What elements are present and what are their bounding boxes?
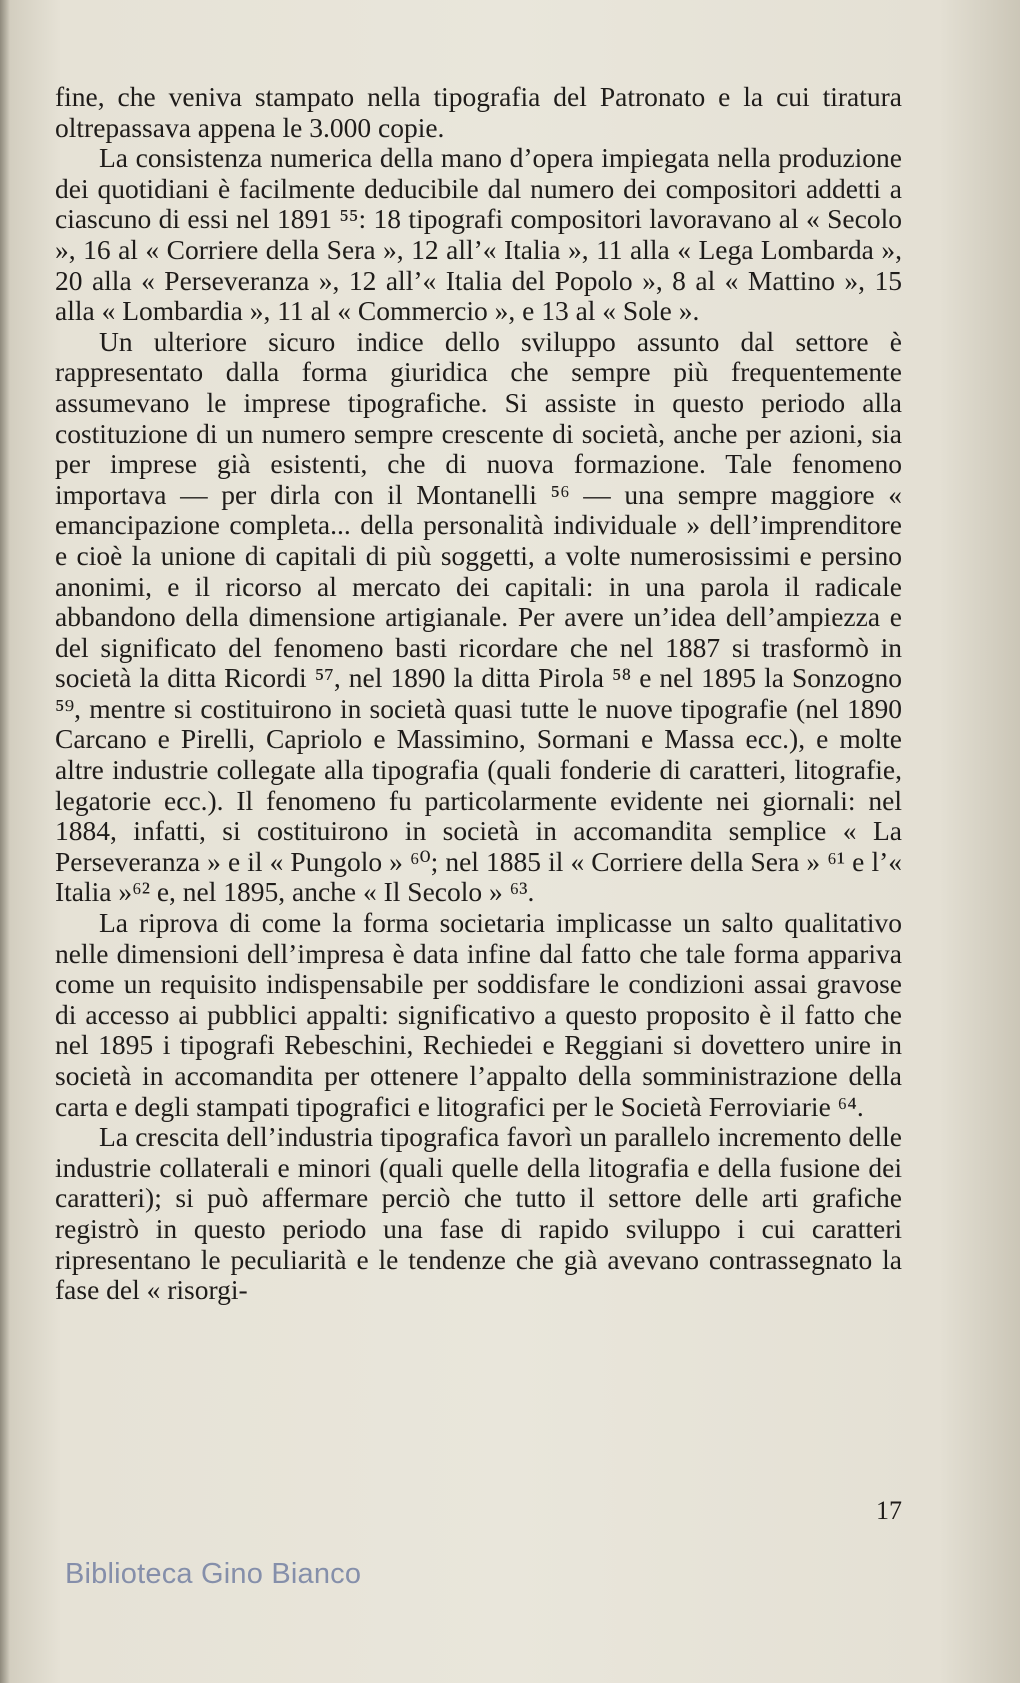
paragraph-5: La crescita dell’industria tipografica favorì un parallelo incremento delle industrie collaterali e minori (quali quelle della litografia e della fusione dei caratteri); si può affermare perciò che tutto il settore delle arti grafiche registrò in questo periodo una fase di rapido sviluppo i cui caratteri ripresentano le peculiarità e le tendenze che già avevano contrassegnato la fase del « risorgi- (55, 1121, 902, 1306)
library-watermark: Biblioteca Gino Bianco (65, 1558, 362, 1590)
paragraph-2: La consistenza numerica della mano d’opera impiegata nella produzione dei quotidiani è facilmente deducibile dal numero dei compositori addetti a ciascuno di essi nel 1891 ⁵⁵: 18 tipografi compositori lavoravano al « Secolo », 16 al « Corriere della Sera », 12 all’« Italia », 11 alla « Lega Lombarda », 20 alla « Perseveranza », 12 all’« Italia del Popolo », 8 al « Mattino », 15 alla « Lombardia », 11 al « Commercio », e 13 al « Sole ». (55, 142, 902, 327)
page-number: 17 (876, 1496, 902, 1525)
body-text (55, 82, 902, 1306)
paragraph-4: La riprova di come la forma societaria implicasse un salto qualitativo nelle dimensioni dell’impresa è data infine dal fatto che tale forma appariva come un requisito indispensabile per soddisfare le condizioni assai gravose di accesso ai pubblici appalti: significativo a questo proposito è il fatto che nel 1895 i tipografi Rebeschini, Rechiedei e Reggiani si dovettero unire in società in accomandita per ottenere l’appalto della somministrazione della carta e degli stampati tipografici e litografici per le Società Ferroviarie ⁶⁴. (55, 907, 902, 1122)
paragraph-3: Un ulteriore sicuro indice dello sviluppo assunto dal settore è rappresentato dalla forma giuridica che sempre più frequentemente assumevano le imprese tipografiche. Si assiste in questo periodo alla costituzione di un numero sempre crescente di società, anche per azioni, sia per imprese già esistenti, che di nuova formazione. Tale fenomeno importava — per dirla con il Montanelli ⁵⁶ — una sempre maggiore « emancipazione completa... della personalità individuale » dell’imprenditore e cioè la unione di capitali di più soggetti, a volte numerosissimi e persino anonimi, e il ricorso al mercato dei capitali: in una parola il radicale abbandono della dimensione artigianale. Per avere un’idea dell’ampiezza e del significato del fenomeno basti ricordare che nel 1887 si trasformò in società la ditta Ricordi ⁵⁷, nel 1890 la ditta Pirola ⁵⁸ e nel 1895 la Sonzogno ⁵⁹, mentre si costituirono in società quasi tutte le nuove tipografie (nel 1890 Carcano e Pirelli, Capriolo e Massimino, Sormani e Massa ecc.), e molte altre industrie collegate alla tipografia (quali fonderie di caratteri, litografie, legatorie ecc.). Il fenomeno fu particolarmente evidente nei giornali: nel 1884, infatti, si costituirono in società in accomandita semplice « La Perseveranza » e il « Pungolo » ⁶⁰; nel 1885 il « Corriere della Sera » ⁶¹ e l’« Italia »⁶² e, nel 1895, anche « Il Secolo » ⁶³. (55, 325, 902, 908)
paragraph-1: fine, che veniva stampato nella tipografia del Patronato e la cui tiratura oltrepassava appena le 3.000 copie. (55, 81, 902, 143)
